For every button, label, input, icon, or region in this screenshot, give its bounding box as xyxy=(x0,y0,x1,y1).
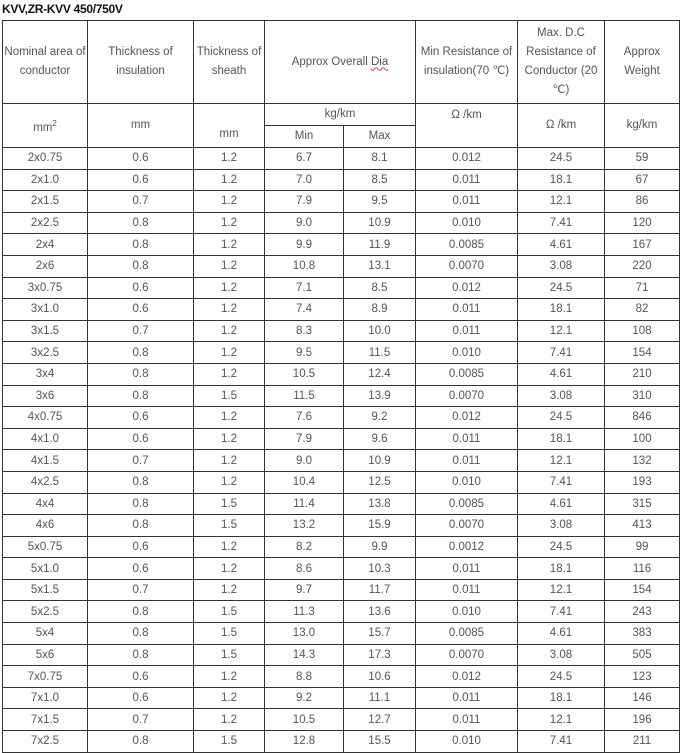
cell-weight: 116 xyxy=(605,558,680,580)
cell-min-resistance: 0.011 xyxy=(416,320,518,342)
table-row xyxy=(3,493,680,515)
header-dia-prefix: Approx Overall xyxy=(291,55,371,68)
cell-max-dc: 4.61 xyxy=(518,493,605,515)
unit-area xyxy=(3,104,88,148)
cell-min-resistance: 0.012 xyxy=(416,407,518,429)
cell-min-resistance: 0.010 xyxy=(416,342,518,364)
table-row xyxy=(3,558,680,580)
cell-dia-max: 10.3 xyxy=(344,558,416,580)
cell-dia-min: 9.2 xyxy=(265,687,344,709)
cell-insulation: 0.8 xyxy=(88,255,194,277)
cell-insulation: 0.7 xyxy=(88,450,194,472)
cell-dia-max: 8.1 xyxy=(344,148,416,170)
cell-dia-max: 9.5 xyxy=(344,191,416,213)
table-row xyxy=(3,320,680,342)
cell-min-resistance: 0.011 xyxy=(416,709,518,731)
cell-min-resistance: 0.0085 xyxy=(416,623,518,645)
cell-dia-min: 11.4 xyxy=(265,493,344,515)
cell-dia-min: 12.8 xyxy=(265,731,344,753)
cell-insulation: 0.8 xyxy=(88,623,194,645)
cell-dia-min: 8.2 xyxy=(265,536,344,558)
cell-max-dc: 12.1 xyxy=(518,709,605,731)
cell-weight: 193 xyxy=(605,471,680,493)
cell-min-resistance: 0.012 xyxy=(416,148,518,170)
table-row xyxy=(3,450,680,472)
cell-sheath: 1.2 xyxy=(194,363,265,385)
cell-nominal-area: 7x1.5 xyxy=(3,709,88,731)
cell-max-dc: 7.41 xyxy=(518,342,605,364)
cell-sheath: 1.2 xyxy=(194,709,265,731)
table-row xyxy=(3,148,680,170)
cell-sheath: 1.2 xyxy=(194,428,265,450)
cell-insulation: 0.6 xyxy=(88,536,194,558)
cell-weight: 59 xyxy=(605,148,680,170)
cell-dia-min: 10.5 xyxy=(265,709,344,731)
cell-insulation: 0.6 xyxy=(88,666,194,688)
cell-nominal-area: 5x1.5 xyxy=(3,579,88,601)
cell-sheath: 1.2 xyxy=(194,234,265,256)
cell-weight: 100 xyxy=(605,428,680,450)
cell-dia-max: 15.9 xyxy=(344,515,416,537)
cell-dia-min: 9.7 xyxy=(265,579,344,601)
cell-insulation: 0.6 xyxy=(88,299,194,321)
unit-max-dc: Ω /km xyxy=(518,104,605,148)
table-row xyxy=(3,363,680,385)
cell-weight: 243 xyxy=(605,601,680,623)
cell-dia-min: 9.0 xyxy=(265,212,344,234)
cell-nominal-area: 2x0.75 xyxy=(3,148,88,170)
cell-insulation: 0.8 xyxy=(88,515,194,537)
cell-min-resistance: 0.012 xyxy=(416,666,518,688)
cell-weight: 210 xyxy=(605,363,680,385)
cell-sheath: 1.2 xyxy=(194,450,265,472)
cell-nominal-area: 3x1.0 xyxy=(3,299,88,321)
header-min-resistance: Min Resistance of insulation(70 ℃) xyxy=(416,21,518,104)
unit-max: Max xyxy=(344,126,416,148)
table-row xyxy=(3,191,680,213)
cell-sheath: 1.2 xyxy=(194,191,265,213)
cell-sheath: 1.2 xyxy=(194,320,265,342)
cell-nominal-area: 3x6 xyxy=(3,385,88,407)
cell-nominal-area: 7x0.75 xyxy=(3,666,88,688)
table-row xyxy=(3,731,680,753)
cell-max-dc: 24.5 xyxy=(518,148,605,170)
cell-sheath: 1.2 xyxy=(194,407,265,429)
cell-insulation: 0.8 xyxy=(88,471,194,493)
cell-dia-max: 13.8 xyxy=(344,493,416,515)
cell-dia-max: 15.5 xyxy=(344,731,416,753)
cell-insulation: 0.8 xyxy=(88,601,194,623)
cell-dia-min: 11.3 xyxy=(265,601,344,623)
cell-dia-min: 10.4 xyxy=(265,471,344,493)
cell-dia-max: 13.1 xyxy=(344,255,416,277)
cell-weight: 132 xyxy=(605,450,680,472)
cell-dia-min: 6.7 xyxy=(265,148,344,170)
cell-weight: 146 xyxy=(605,687,680,709)
cell-sheath: 1.2 xyxy=(194,212,265,234)
cell-dia-min: 9.9 xyxy=(265,234,344,256)
cell-weight: 86 xyxy=(605,191,680,213)
cell-dia-min: 9.5 xyxy=(265,342,344,364)
cell-nominal-area: 2x2.5 xyxy=(3,212,88,234)
cell-insulation: 0.6 xyxy=(88,687,194,709)
cell-nominal-area: 4x4 xyxy=(3,493,88,515)
cell-max-dc: 18.1 xyxy=(518,428,605,450)
cell-insulation: 0.8 xyxy=(88,363,194,385)
cell-insulation: 0.7 xyxy=(88,579,194,601)
header-overall-dia xyxy=(265,21,416,104)
cell-dia-max: 12.5 xyxy=(344,471,416,493)
cell-max-dc: 3.08 xyxy=(518,385,605,407)
cell-sheath: 1.2 xyxy=(194,666,265,688)
cell-weight: 167 xyxy=(605,234,680,256)
cell-dia-min: 9.0 xyxy=(265,450,344,472)
cell-dia-min: 7.4 xyxy=(265,299,344,321)
cell-nominal-area: 7x1.0 xyxy=(3,687,88,709)
cell-insulation: 0.7 xyxy=(88,191,194,213)
cell-sheath: 1.5 xyxy=(194,493,265,515)
cell-sheath: 1.5 xyxy=(194,385,265,407)
cell-dia-max: 12.7 xyxy=(344,709,416,731)
table-row xyxy=(3,212,680,234)
cell-dia-min: 13.0 xyxy=(265,623,344,645)
cell-insulation: 0.8 xyxy=(88,385,194,407)
cell-min-resistance: 0.011 xyxy=(416,450,518,472)
unit-dia: kg/km xyxy=(265,104,416,126)
cell-max-dc: 7.41 xyxy=(518,731,605,753)
cell-insulation: 0.6 xyxy=(88,407,194,429)
cell-dia-max: 15.7 xyxy=(344,623,416,645)
header-dia-word: Dia xyxy=(371,55,389,68)
cell-sheath: 1.2 xyxy=(194,277,265,299)
cell-max-dc: 3.08 xyxy=(518,515,605,537)
cell-sheath: 1.5 xyxy=(194,601,265,623)
cell-max-dc: 4.61 xyxy=(518,363,605,385)
cell-dia-max: 11.9 xyxy=(344,234,416,256)
cell-sheath: 1.2 xyxy=(194,536,265,558)
cell-insulation: 0.7 xyxy=(88,320,194,342)
unit-area-text: mm xyxy=(33,121,53,134)
cell-max-dc: 7.41 xyxy=(518,212,605,234)
cell-sheath: 1.5 xyxy=(194,623,265,645)
cell-max-dc: 24.5 xyxy=(518,536,605,558)
cell-dia-min: 14.3 xyxy=(265,644,344,666)
cell-sheath: 1.2 xyxy=(194,299,265,321)
cell-insulation: 0.6 xyxy=(88,169,194,191)
cell-dia-max: 8.9 xyxy=(344,299,416,321)
cell-insulation: 0.8 xyxy=(88,493,194,515)
cell-max-dc: 24.5 xyxy=(518,277,605,299)
cell-weight: 120 xyxy=(605,212,680,234)
cell-max-dc: 18.1 xyxy=(518,687,605,709)
cell-insulation: 0.6 xyxy=(88,428,194,450)
cell-weight: 310 xyxy=(605,385,680,407)
cell-max-dc: 3.08 xyxy=(518,255,605,277)
cell-dia-max: 9.9 xyxy=(344,536,416,558)
cell-sheath: 1.2 xyxy=(194,169,265,191)
cell-insulation: 0.7 xyxy=(88,709,194,731)
cell-sheath: 1.5 xyxy=(194,731,265,753)
table-row xyxy=(3,169,680,191)
cell-weight: 154 xyxy=(605,579,680,601)
table-row xyxy=(3,234,680,256)
cell-dia-max: 10.9 xyxy=(344,450,416,472)
cell-insulation: 0.6 xyxy=(88,148,194,170)
cell-max-dc: 18.1 xyxy=(518,299,605,321)
cell-min-resistance: 0.010 xyxy=(416,601,518,623)
cell-max-dc: 18.1 xyxy=(518,169,605,191)
cell-nominal-area: 7x2.5 xyxy=(3,731,88,753)
cell-min-resistance: 0.011 xyxy=(416,579,518,601)
cell-sheath: 1.2 xyxy=(194,148,265,170)
header-insulation: Thickness of insulation xyxy=(88,21,194,104)
cell-nominal-area: 2x4 xyxy=(3,234,88,256)
cell-sheath: 1.2 xyxy=(194,255,265,277)
table-row xyxy=(3,299,680,321)
cell-min-resistance: 0.010 xyxy=(416,212,518,234)
unit-min-resistance: Ω /km xyxy=(416,104,518,148)
cell-nominal-area: 3x2.5 xyxy=(3,342,88,364)
cell-max-dc: 12.1 xyxy=(518,320,605,342)
cell-min-resistance: 0.010 xyxy=(416,731,518,753)
table-row xyxy=(3,385,680,407)
cell-min-resistance: 0.0085 xyxy=(416,363,518,385)
cell-sheath: 1.5 xyxy=(194,515,265,537)
cell-dia-min: 7.9 xyxy=(265,428,344,450)
cell-dia-min: 8.8 xyxy=(265,666,344,688)
cell-max-dc: 24.5 xyxy=(518,407,605,429)
unit-area-sup: 2 xyxy=(52,118,57,128)
cell-max-dc: 18.1 xyxy=(518,558,605,580)
cell-dia-max: 13.6 xyxy=(344,601,416,623)
header-max-dc: Max. D.C Resistance of Conductor (20 ℃) xyxy=(518,21,605,104)
cell-nominal-area: 2x6 xyxy=(3,255,88,277)
cell-weight: 71 xyxy=(605,277,680,299)
cell-nominal-area: 5x0.75 xyxy=(3,536,88,558)
cell-weight: 123 xyxy=(605,666,680,688)
cell-max-dc: 4.61 xyxy=(518,234,605,256)
table-row xyxy=(3,601,680,623)
cell-nominal-area: 3x0.75 xyxy=(3,277,88,299)
cell-dia-min: 8.3 xyxy=(265,320,344,342)
table-row xyxy=(3,536,680,558)
table-row xyxy=(3,687,680,709)
table-row xyxy=(3,644,680,666)
cell-min-resistance: 0.012 xyxy=(416,277,518,299)
table-row xyxy=(3,277,680,299)
cell-dia-min: 13.2 xyxy=(265,515,344,537)
cell-dia-max: 12.4 xyxy=(344,363,416,385)
cell-dia-max: 9.2 xyxy=(344,407,416,429)
cell-dia-min: 7.6 xyxy=(265,407,344,429)
cell-sheath: 1.2 xyxy=(194,342,265,364)
cell-dia-min: 11.5 xyxy=(265,385,344,407)
cell-dia-min: 10.8 xyxy=(265,255,344,277)
cell-min-resistance: 0.0012 xyxy=(416,536,518,558)
cell-min-resistance: 0.011 xyxy=(416,687,518,709)
cell-nominal-area: 4x6 xyxy=(3,515,88,537)
table-row xyxy=(3,342,680,364)
cell-sheath: 1.2 xyxy=(194,579,265,601)
cell-nominal-area: 2x1.5 xyxy=(3,191,88,213)
cell-insulation: 0.8 xyxy=(88,731,194,753)
cell-min-resistance: 0.010 xyxy=(416,471,518,493)
cell-max-dc: 4.61 xyxy=(518,623,605,645)
cell-dia-min: 7.0 xyxy=(265,169,344,191)
cell-min-resistance: 0.0070 xyxy=(416,644,518,666)
cell-weight: 108 xyxy=(605,320,680,342)
cell-insulation: 0.8 xyxy=(88,212,194,234)
cell-min-resistance: 0.0070 xyxy=(416,255,518,277)
table-row xyxy=(3,428,680,450)
table-row xyxy=(3,255,680,277)
cell-dia-min: 7.1 xyxy=(265,277,344,299)
cable-spec-table xyxy=(2,20,680,753)
cell-weight: 211 xyxy=(605,731,680,753)
cell-max-dc: 24.5 xyxy=(518,666,605,688)
cell-nominal-area: 3x1.5 xyxy=(3,320,88,342)
cell-nominal-area: 4x1.0 xyxy=(3,428,88,450)
unit-insulation: mm xyxy=(88,104,194,148)
cell-min-resistance: 0.0085 xyxy=(416,493,518,515)
cell-min-resistance: 0.011 xyxy=(416,169,518,191)
cell-min-resistance: 0.011 xyxy=(416,558,518,580)
cell-sheath: 1.2 xyxy=(194,558,265,580)
cell-nominal-area: 5x1.0 xyxy=(3,558,88,580)
cell-dia-max: 9.6 xyxy=(344,428,416,450)
cell-min-resistance: 0.011 xyxy=(416,428,518,450)
cell-max-dc: 12.1 xyxy=(518,579,605,601)
cell-weight: 99 xyxy=(605,536,680,558)
header-weight: Approx Weight xyxy=(605,21,680,104)
cell-dia-max: 10.0 xyxy=(344,320,416,342)
header-sheath: Thickness of sheath xyxy=(194,21,265,104)
cell-nominal-area: 3x4 xyxy=(3,363,88,385)
table-body xyxy=(3,148,680,753)
cell-min-resistance: 0.0070 xyxy=(416,515,518,537)
unit-min: Min xyxy=(265,126,344,148)
cell-weight: 154 xyxy=(605,342,680,364)
cell-min-resistance: 0.011 xyxy=(416,191,518,213)
table-row xyxy=(3,471,680,493)
cell-nominal-area: 4x2.5 xyxy=(3,471,88,493)
cell-min-resistance: 0.011 xyxy=(416,299,518,321)
cell-dia-max: 13.9 xyxy=(344,385,416,407)
table-row xyxy=(3,515,680,537)
table-title: KVV,ZR-KVV 450/750V xyxy=(2,2,123,16)
table-row xyxy=(3,709,680,731)
cell-dia-max: 8.5 xyxy=(344,277,416,299)
cell-sheath: 1.2 xyxy=(194,687,265,709)
header-nominal-area: Nominal area of conductor xyxy=(3,21,88,104)
cell-weight: 505 xyxy=(605,644,680,666)
table-row xyxy=(3,666,680,688)
cell-weight: 413 xyxy=(605,515,680,537)
cell-weight: 82 xyxy=(605,299,680,321)
cell-dia-max: 11.5 xyxy=(344,342,416,364)
cell-dia-min: 10.5 xyxy=(265,363,344,385)
table-row xyxy=(3,623,680,645)
cell-sheath: 1.2 xyxy=(194,471,265,493)
cell-sheath: 1.5 xyxy=(194,644,265,666)
cell-insulation: 0.8 xyxy=(88,644,194,666)
table-row xyxy=(3,579,680,601)
cell-min-resistance: 0.0085 xyxy=(416,234,518,256)
cell-dia-min: 7.9 xyxy=(265,191,344,213)
cell-weight: 846 xyxy=(605,407,680,429)
cell-dia-max: 8.5 xyxy=(344,169,416,191)
table-row xyxy=(3,407,680,429)
cell-dia-max: 11.1 xyxy=(344,687,416,709)
cell-weight: 383 xyxy=(605,623,680,645)
cell-nominal-area: 4x1.5 xyxy=(3,450,88,472)
cell-max-dc: 7.41 xyxy=(518,471,605,493)
cell-nominal-area: 2x1.0 xyxy=(3,169,88,191)
cell-min-resistance: 0.0070 xyxy=(416,385,518,407)
unit-sheath: mm xyxy=(194,104,265,148)
cell-insulation: 0.8 xyxy=(88,234,194,256)
cell-max-dc: 12.1 xyxy=(518,450,605,472)
cell-nominal-area: 5x6 xyxy=(3,644,88,666)
cell-weight: 196 xyxy=(605,709,680,731)
cell-max-dc: 12.1 xyxy=(518,191,605,213)
cell-insulation: 0.8 xyxy=(88,342,194,364)
cell-dia-max: 11.7 xyxy=(344,579,416,601)
cell-nominal-area: 5x2.5 xyxy=(3,601,88,623)
unit-weight: kg/km xyxy=(605,104,680,148)
cell-weight: 67 xyxy=(605,169,680,191)
cell-nominal-area: 4x0.75 xyxy=(3,407,88,429)
cell-dia-max: 10.6 xyxy=(344,666,416,688)
cell-nominal-area: 5x4 xyxy=(3,623,88,645)
cell-dia-max: 17.3 xyxy=(344,644,416,666)
cell-insulation: 0.6 xyxy=(88,277,194,299)
cell-dia-max: 10.9 xyxy=(344,212,416,234)
cell-dia-min: 8.6 xyxy=(265,558,344,580)
cell-max-dc: 7.41 xyxy=(518,601,605,623)
cell-max-dc: 3.08 xyxy=(518,644,605,666)
cell-weight: 315 xyxy=(605,493,680,515)
cell-insulation: 0.6 xyxy=(88,558,194,580)
cell-weight: 220 xyxy=(605,255,680,277)
